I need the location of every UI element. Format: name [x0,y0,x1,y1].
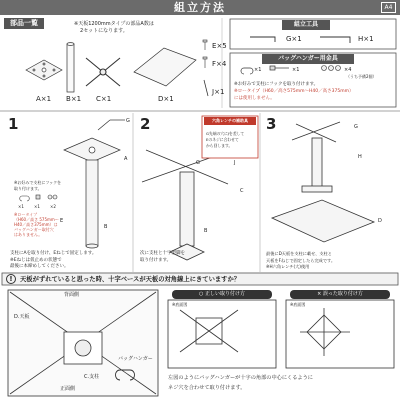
bottom-left-diagram [8,290,158,396]
step-3-number: 3 [266,115,277,133]
part-c-label: C×1 [96,95,112,103]
step1-label-e: E [60,218,64,224]
step1-note-2: 取り付けます。 [14,186,42,191]
step3-diagram [272,122,374,242]
step2-label-b: B [204,228,208,234]
parts-note-1: ※天板1200mmタイプの部品A数は [74,21,154,27]
hanger-count-2: ×1 [292,67,300,73]
back-side-label: 背面側 [64,292,80,298]
part-b-label: B×1 [66,95,82,103]
part-e-screw [203,40,207,50]
hanger-bolt-part [270,66,289,70]
part-d-table-top [134,48,196,86]
part-f-label: F×4 [212,60,227,68]
part-c-cross-base [86,58,120,86]
step2-callout-3: から回します。 [206,143,233,148]
tools-tag: 組立工具 [282,20,330,30]
hanger-spare: （うち予備2個） [346,74,377,79]
step1-count-1: ×1 [18,204,24,209]
hanger-hook-part [241,68,253,74]
corner-badge: A4 [381,2,396,13]
step2-label-c: C [240,188,244,194]
step1-red-note-5: はありません。 [14,232,43,237]
step3-body-3: ※H六角レンチ(大)使用 [266,264,310,269]
step1-body-3: 最後に本締めしてください。 [10,264,69,269]
step1-count-3: ×2 [50,204,56,209]
parts-tag: 部品一覧 [4,18,44,29]
wrong-badge: × 誤った取り付け方 [290,290,390,299]
top-plate-label: D.天板 [14,314,30,320]
step2-diagram [142,150,232,260]
correct-diagram [180,310,238,352]
step1-red-note-1: ※ロータイプ [14,212,38,217]
wrong-view-label: ※底面図 [290,302,306,307]
step1-body-2: ※Eねじは仮止めの状態で [10,258,62,263]
step2-callout-title: 六角レンチの補助具 [204,117,256,125]
step2-body-1: 次に支柱と十字型脚を [140,251,185,256]
step1-body-1: 支柱にAを取り付け、Eねじで固定します。 [10,251,97,256]
part-e-label: E×5 [212,42,227,50]
hanger-note-3: には使用しません。 [234,96,275,101]
tool-g-label: G×1 [286,35,302,43]
warning-text: 天板がずれていると思った時、十字ベースが天板の対角線上にきていますか？ [20,276,241,283]
wrong-diagram [300,308,350,356]
correct-badge: ○ 正しい取り付け方 [172,290,272,299]
step1-label-b: B [104,224,108,230]
step3-body-2: 天板をFねじで固定したら完成です。 [266,258,336,263]
hanger-count-3: ×4 [344,67,352,73]
step3-label-d: D [378,218,382,224]
step1-hook-detail [20,195,57,201]
hanger-note-1: ※お好みで支柱にフックを取り付けます。 [234,82,319,87]
warning-icon: ! [6,274,16,284]
bag-hanger-label: バッグハンガー [118,356,153,362]
step1-diagram [64,120,128,248]
step2-label-j: J [234,160,236,166]
step2-callout-2: Eのネジに合わせて [206,137,239,142]
step3-label-g: G [354,124,358,130]
correct-view-label: ※底面図 [172,302,188,307]
tool-g-wrench [250,37,275,42]
step1-label-g: G [126,118,130,124]
step2-callout-1: G先端の穴にJを差して [206,131,245,136]
tool-h-label: H×1 [358,35,374,43]
step1-count-2: ×1 [34,204,40,209]
step1-red-note-4: バッグハンガー取付穴 [14,227,54,232]
front-side-label: 正面側 [60,386,76,392]
wrong-icon: × [317,291,323,297]
part-j-tool [204,80,208,96]
step2-label-g: G [196,160,200,166]
part-a-label: A×1 [36,95,52,103]
step1-red-note-2: （H60／高さ 575mm〜 [14,217,59,222]
step1-note-1: ※お好みで支柱にフックを [14,180,62,185]
part-d-label: D×1 [158,95,174,103]
part-f-screw [203,57,207,68]
pillar-label: C.支柱 [84,374,100,380]
part-a-plate [26,60,62,80]
part-j-label: J×1 [212,88,225,96]
step3-body-1: 最後にD天板を支柱に載せ、支柱と [266,251,332,256]
hanger-note-2: ※ロータイプ（H60／高さ575mm〜H40／高さ375mm） [234,89,354,94]
bottom-desc-1: 左図のようにバッグハンガーが十字の角部の中心にくるように [168,375,313,381]
tool-h-wrench [320,37,350,43]
step2-body-2: 取り付けます。 [140,258,172,263]
bottom-desc-2: ネジ穴を合わせて取り付けます。 [168,385,246,391]
step-1-number: 1 [8,115,19,133]
part-b-pillar [67,43,74,92]
step1-label-a: A [124,156,128,162]
hanger-count-1: ×1 [254,67,262,73]
correct-icon: ○ [199,291,205,297]
step1-red-note-3: H40／高さ375mm）は [14,222,58,227]
step-2-number: 2 [140,115,151,133]
hanger-tag: バッグハンガー用金具 [262,54,354,64]
parts-note-2: 2セットになります。 [80,28,128,34]
step3-label-h: H [358,154,362,160]
page-title: 組立方法 [174,1,226,14]
hanger-washer-part [322,66,341,71]
